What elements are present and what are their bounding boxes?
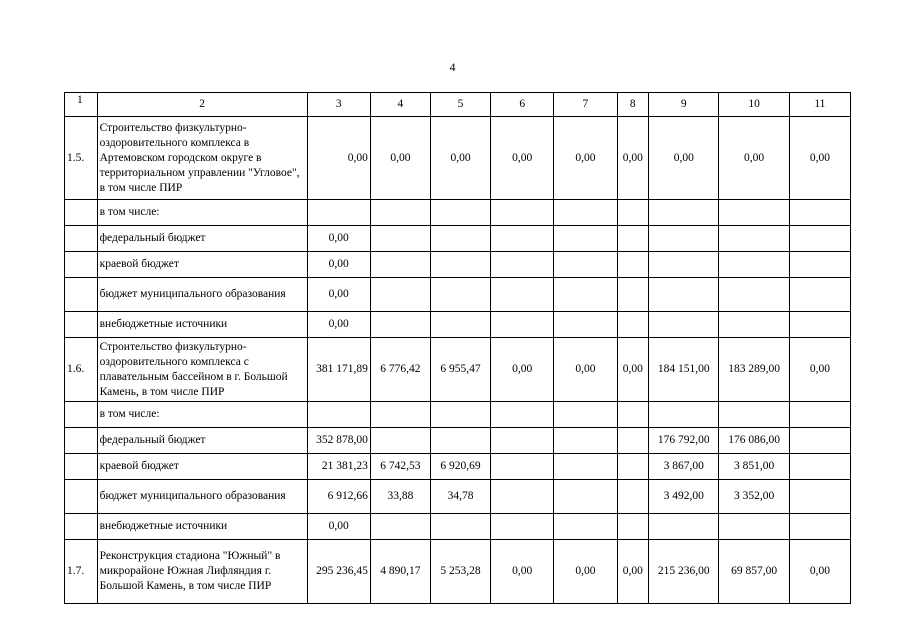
table-row bbox=[65, 117, 851, 200]
table-row bbox=[65, 454, 851, 480]
table-header-row bbox=[65, 93, 851, 117]
row-number bbox=[65, 312, 98, 338]
value-cell bbox=[554, 454, 617, 480]
column-header: 8 bbox=[617, 93, 649, 117]
value-cell: 0,00 bbox=[491, 338, 554, 402]
row-number: 1.7. bbox=[65, 540, 98, 604]
value-cell: 3 851,00 bbox=[719, 454, 789, 480]
value-cell: 0,00 bbox=[617, 540, 649, 604]
value-cell: 0,00 bbox=[789, 338, 850, 402]
value-cell: 0,00 bbox=[491, 540, 554, 604]
value-cell: 0,00 bbox=[789, 117, 850, 200]
value-cell bbox=[719, 278, 789, 312]
value-cell: 295 236,45 bbox=[307, 540, 370, 604]
value-cell: 34,78 bbox=[430, 480, 490, 514]
value-cell bbox=[554, 278, 617, 312]
value-cell bbox=[491, 252, 554, 278]
value-cell bbox=[370, 312, 430, 338]
value-cell bbox=[617, 200, 649, 226]
row-name: внебюджетные источники bbox=[97, 514, 307, 540]
value-cell: 0,00 bbox=[617, 338, 649, 402]
value-cell bbox=[430, 252, 490, 278]
value-cell bbox=[649, 312, 719, 338]
row-number bbox=[65, 480, 98, 514]
table-row bbox=[65, 402, 851, 428]
value-cell bbox=[789, 454, 850, 480]
value-cell bbox=[719, 252, 789, 278]
value-cell bbox=[617, 454, 649, 480]
value-cell bbox=[719, 514, 789, 540]
row-number bbox=[65, 454, 98, 480]
value-cell bbox=[617, 402, 649, 428]
value-cell bbox=[491, 226, 554, 252]
value-cell bbox=[789, 200, 850, 226]
value-cell bbox=[370, 278, 430, 312]
value-cell: 381 171,89 bbox=[307, 338, 370, 402]
value-cell bbox=[430, 402, 490, 428]
value-cell bbox=[554, 514, 617, 540]
budget-table bbox=[64, 92, 851, 604]
row-number bbox=[65, 278, 98, 312]
value-cell: 0,00 bbox=[370, 117, 430, 200]
row-number bbox=[65, 200, 98, 226]
value-cell bbox=[554, 428, 617, 454]
row-name: в том числе: bbox=[97, 200, 307, 226]
value-cell bbox=[491, 312, 554, 338]
row-name: федеральный бюджет bbox=[97, 226, 307, 252]
row-name: Реконструкция стадиона "Южный" в микрорайоне Южная Лифляндия г. Большой Камень, в том числе ПИР bbox=[97, 540, 307, 604]
value-cell: 0,00 bbox=[617, 117, 649, 200]
column-header: 7 bbox=[554, 93, 617, 117]
value-cell bbox=[649, 200, 719, 226]
table-row bbox=[65, 338, 851, 402]
value-cell bbox=[370, 226, 430, 252]
value-cell: 21 381,23 bbox=[307, 454, 370, 480]
value-cell bbox=[307, 200, 370, 226]
column-header: 9 bbox=[649, 93, 719, 117]
value-cell: 0,00 bbox=[719, 117, 789, 200]
table-row bbox=[65, 540, 851, 604]
row-number bbox=[65, 252, 98, 278]
value-cell bbox=[491, 454, 554, 480]
value-cell bbox=[491, 278, 554, 312]
value-cell: 183 289,00 bbox=[719, 338, 789, 402]
value-cell bbox=[789, 428, 850, 454]
value-cell: 0,00 bbox=[307, 278, 370, 312]
table-row bbox=[65, 312, 851, 338]
value-cell bbox=[649, 252, 719, 278]
value-cell: 3 492,00 bbox=[649, 480, 719, 514]
table-row bbox=[65, 480, 851, 514]
value-cell: 0,00 bbox=[554, 117, 617, 200]
value-cell: 69 857,00 bbox=[719, 540, 789, 604]
value-cell: 33,88 bbox=[370, 480, 430, 514]
value-cell: 0,00 bbox=[554, 338, 617, 402]
table-row bbox=[65, 252, 851, 278]
value-cell bbox=[649, 514, 719, 540]
value-cell bbox=[491, 480, 554, 514]
value-cell bbox=[430, 312, 490, 338]
value-cell bbox=[719, 402, 789, 428]
row-name: бюджет муниципального образования bbox=[97, 278, 307, 312]
value-cell: 352 878,00 bbox=[307, 428, 370, 454]
row-number bbox=[65, 514, 98, 540]
column-header: 11 bbox=[789, 93, 850, 117]
value-cell bbox=[370, 252, 430, 278]
value-cell: 6 776,42 bbox=[370, 338, 430, 402]
value-cell: 3 352,00 bbox=[719, 480, 789, 514]
row-number: 1.5. bbox=[65, 117, 98, 200]
row-number bbox=[65, 226, 98, 252]
row-number bbox=[65, 402, 98, 428]
row-name: внебюджетные источники bbox=[97, 312, 307, 338]
value-cell: 6 912,66 bbox=[307, 480, 370, 514]
value-cell bbox=[554, 480, 617, 514]
value-cell: 0,00 bbox=[491, 117, 554, 200]
table-row bbox=[65, 278, 851, 312]
value-cell: 6 955,47 bbox=[430, 338, 490, 402]
value-cell bbox=[789, 402, 850, 428]
value-cell bbox=[370, 514, 430, 540]
value-cell bbox=[554, 200, 617, 226]
value-cell: 176 086,00 bbox=[719, 428, 789, 454]
value-cell bbox=[719, 200, 789, 226]
column-header: 6 bbox=[491, 93, 554, 117]
value-cell: 0,00 bbox=[307, 514, 370, 540]
table-row bbox=[65, 514, 851, 540]
value-cell bbox=[617, 312, 649, 338]
table-row bbox=[65, 226, 851, 252]
value-cell bbox=[491, 402, 554, 428]
value-cell bbox=[370, 402, 430, 428]
value-cell bbox=[789, 480, 850, 514]
value-cell: 5 253,28 bbox=[430, 540, 490, 604]
value-cell: 6 742,53 bbox=[370, 454, 430, 480]
value-cell bbox=[789, 312, 850, 338]
value-cell bbox=[307, 402, 370, 428]
value-cell bbox=[617, 278, 649, 312]
value-cell: 0,00 bbox=[307, 226, 370, 252]
value-cell: 0,00 bbox=[789, 540, 850, 604]
value-cell bbox=[491, 428, 554, 454]
value-cell bbox=[617, 226, 649, 252]
value-cell bbox=[617, 514, 649, 540]
page-number: 4 bbox=[449, 60, 456, 74]
value-cell bbox=[617, 252, 649, 278]
value-cell bbox=[554, 402, 617, 428]
value-cell bbox=[554, 226, 617, 252]
value-cell bbox=[649, 402, 719, 428]
value-cell bbox=[617, 480, 649, 514]
row-name: краевой бюджет bbox=[97, 252, 307, 278]
column-header: 3 bbox=[307, 93, 370, 117]
value-cell bbox=[719, 226, 789, 252]
value-cell bbox=[789, 226, 850, 252]
value-cell bbox=[554, 252, 617, 278]
value-cell bbox=[430, 428, 490, 454]
value-cell bbox=[719, 312, 789, 338]
row-name: бюджет муниципального образования bbox=[97, 480, 307, 514]
value-cell bbox=[649, 278, 719, 312]
value-cell bbox=[370, 428, 430, 454]
value-cell: 4 890,17 bbox=[370, 540, 430, 604]
value-cell: 0,00 bbox=[307, 252, 370, 278]
value-cell: 0,00 bbox=[307, 312, 370, 338]
value-cell bbox=[491, 514, 554, 540]
value-cell bbox=[789, 278, 850, 312]
value-cell bbox=[789, 252, 850, 278]
column-header: 10 bbox=[719, 93, 789, 117]
table-row bbox=[65, 428, 851, 454]
value-cell bbox=[554, 312, 617, 338]
value-cell: 0,00 bbox=[307, 117, 370, 200]
value-cell bbox=[370, 200, 430, 226]
row-name: федеральный бюджет bbox=[97, 428, 307, 454]
row-number bbox=[65, 428, 98, 454]
value-cell: 0,00 bbox=[430, 117, 490, 200]
value-cell: 215 236,00 bbox=[649, 540, 719, 604]
value-cell bbox=[430, 278, 490, 312]
column-header: 1 bbox=[65, 93, 98, 117]
row-name: краевой бюджет bbox=[97, 454, 307, 480]
row-name: Строительство физкультурно-оздоровительного комплекса с плавательным бассейном в г. Большой Камень, в том числе ПИР bbox=[97, 338, 307, 402]
column-header: 5 bbox=[430, 93, 490, 117]
row-name: в том числе: bbox=[97, 402, 307, 428]
row-name: Строительство физкультурно-оздоровительного комплекса в Артемовском городском округе в территориальном управлении "Угловое", в том числе ПИР bbox=[97, 117, 307, 200]
value-cell bbox=[430, 514, 490, 540]
row-number: 1.6. bbox=[65, 338, 98, 402]
value-cell bbox=[617, 428, 649, 454]
value-cell: 184 151,00 bbox=[649, 338, 719, 402]
value-cell: 0,00 bbox=[649, 117, 719, 200]
column-header: 2 bbox=[97, 93, 307, 117]
value-cell bbox=[649, 226, 719, 252]
value-cell bbox=[430, 226, 490, 252]
value-cell: 6 920,69 bbox=[430, 454, 490, 480]
value-cell bbox=[430, 200, 490, 226]
value-cell bbox=[491, 200, 554, 226]
value-cell: 0,00 bbox=[554, 540, 617, 604]
value-cell: 3 867,00 bbox=[649, 454, 719, 480]
table-row bbox=[65, 200, 851, 226]
value-cell: 176 792,00 bbox=[649, 428, 719, 454]
value-cell bbox=[789, 514, 850, 540]
column-header: 4 bbox=[370, 93, 430, 117]
